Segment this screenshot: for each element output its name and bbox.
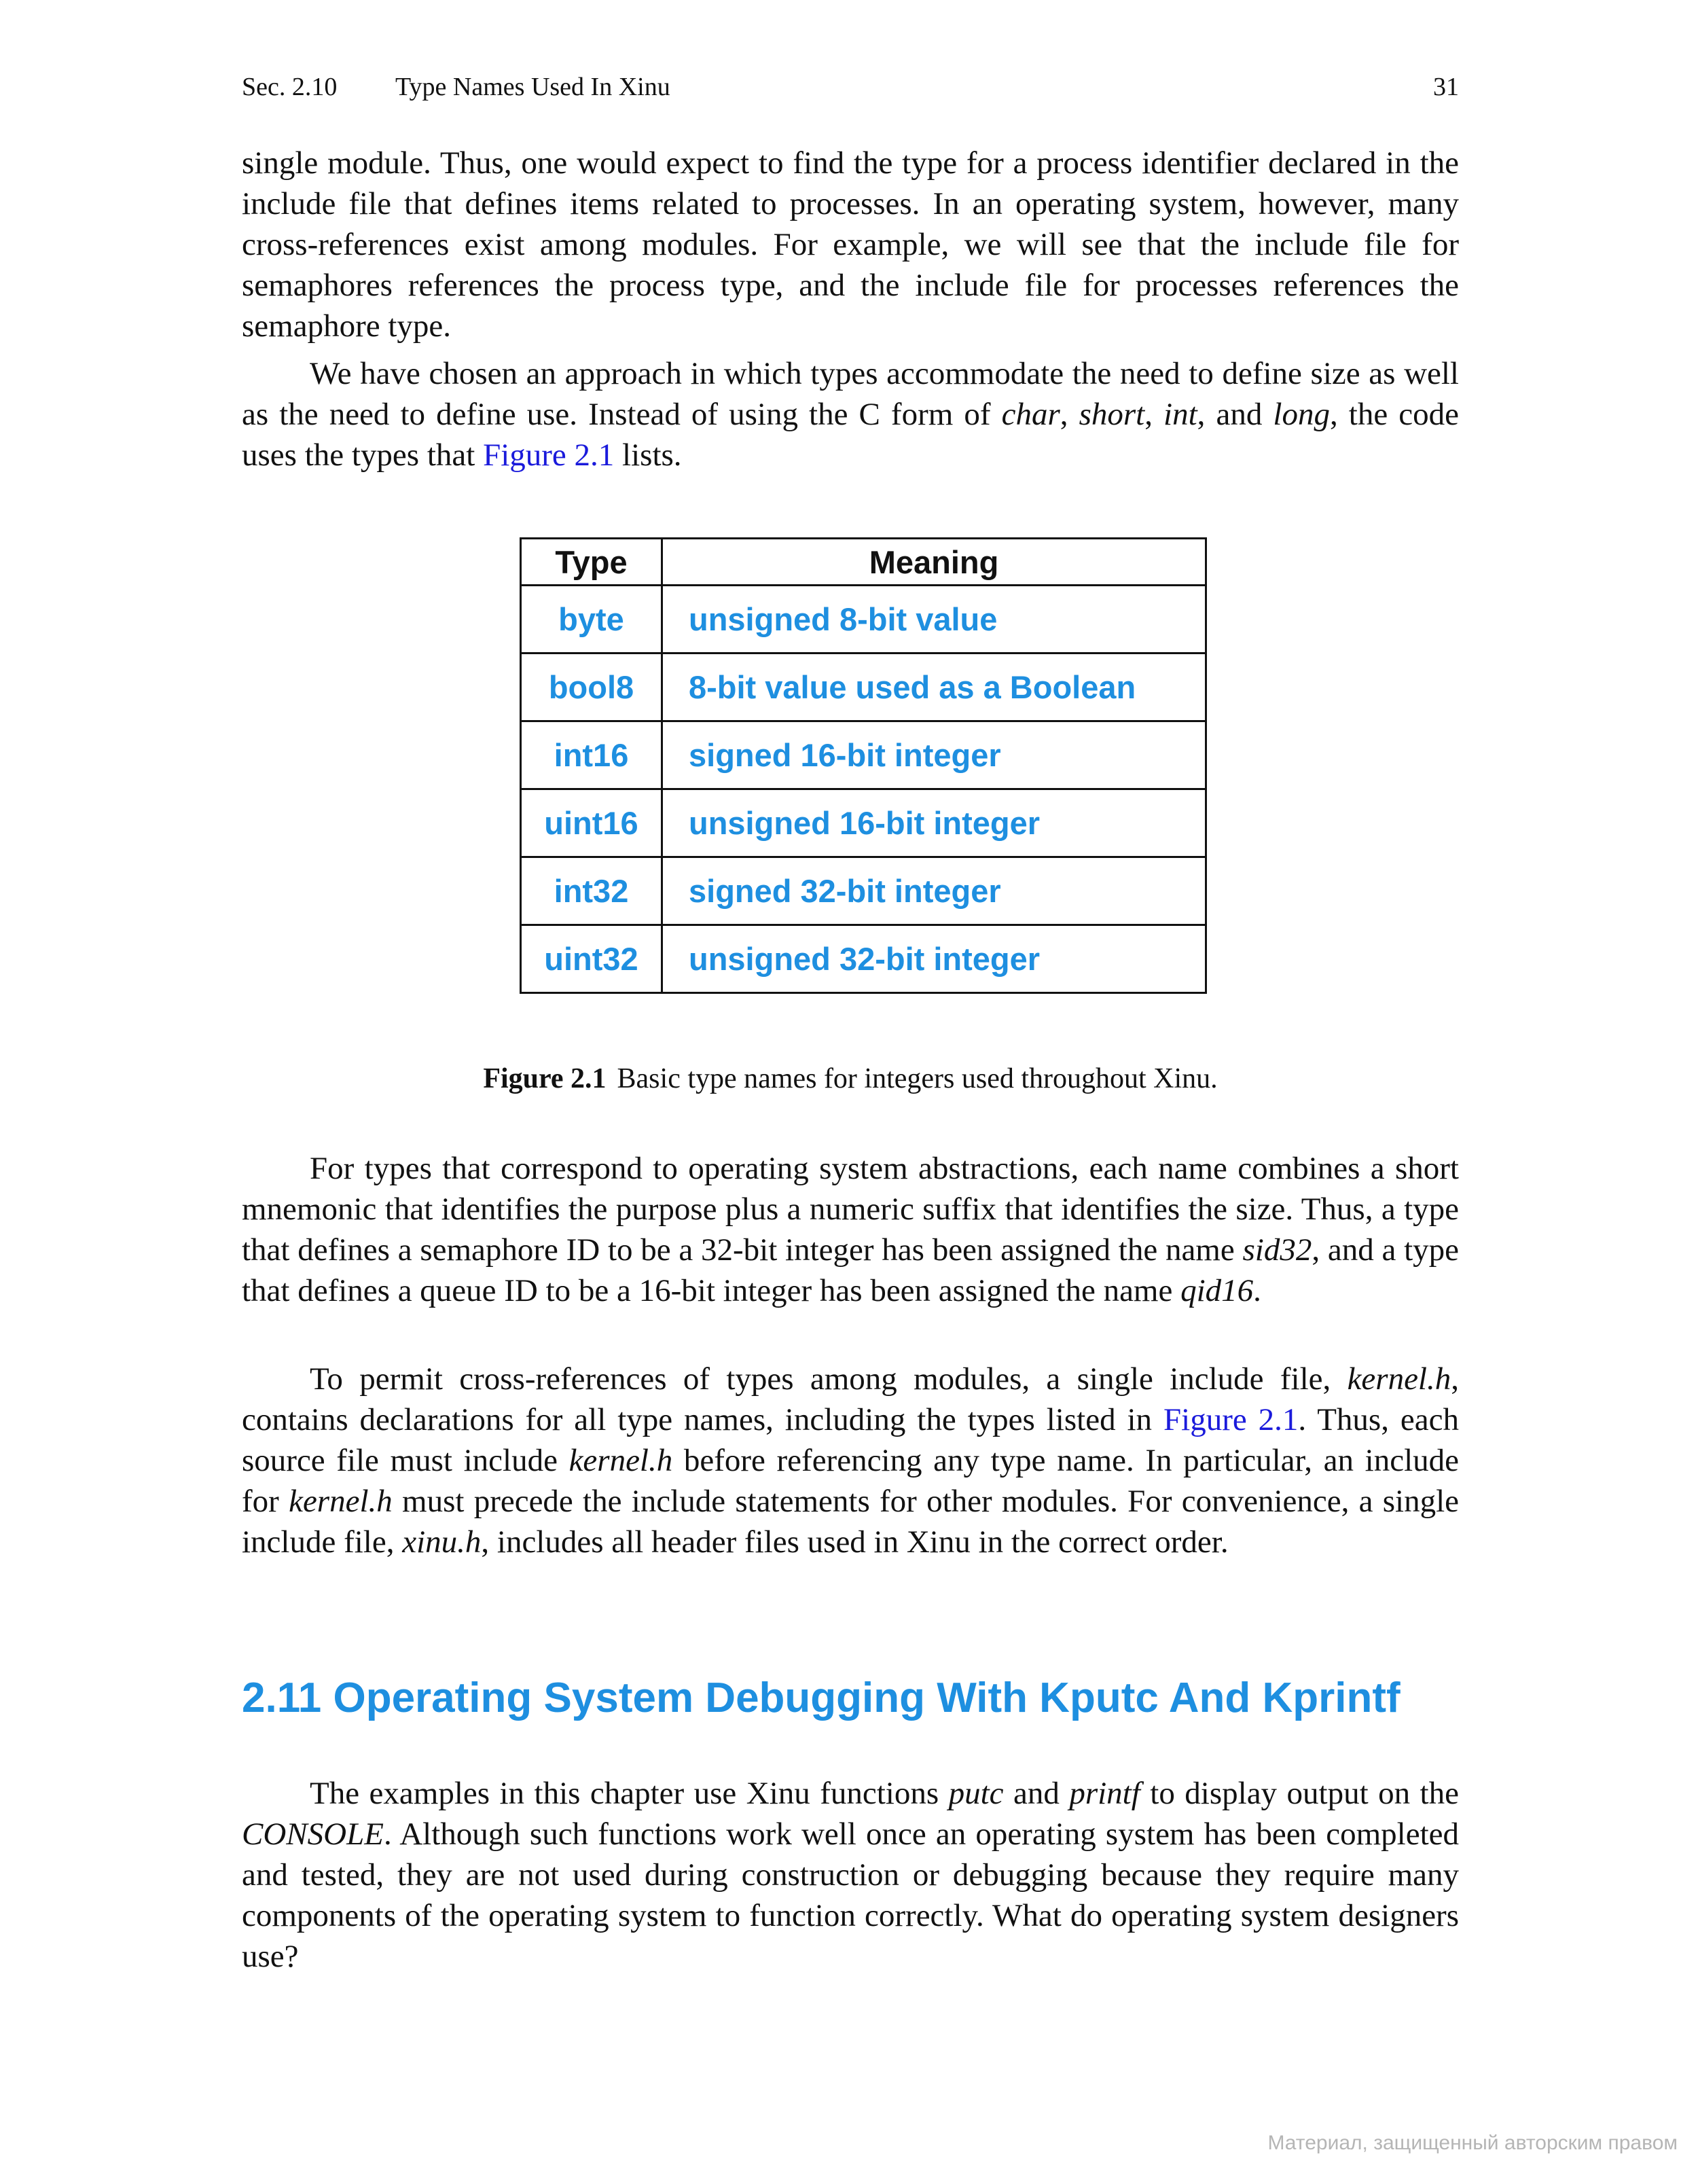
text-run: before referencing any type name. In particular, an include for [242, 1443, 1459, 1519]
text-run: We have chosen an approach in which types accommodate the need to define size as well as the need to define use. Instead of using the C form of [242, 356, 1459, 432]
meaning-cell: signed 32-bit integer [662, 857, 1206, 925]
text-run: , the code uses the types that [242, 397, 1460, 473]
copyright-watermark: Материал, защищенный авторским правом [1267, 2132, 1678, 2154]
text-run: . [1253, 1273, 1261, 1308]
text-run: , [1144, 397, 1164, 432]
table-row [521, 857, 1206, 925]
text-run: , contains declarations for all type names, including the types listed in [242, 1361, 1459, 1437]
type-cell: int32 [521, 857, 662, 925]
type-names-table [520, 537, 1207, 994]
italic-term: kernel.h [568, 1443, 673, 1478]
paragraph-5 [242, 1773, 1459, 1977]
running-title: Type Names Used In Xinu [395, 73, 670, 101]
italic-term: putc [948, 1776, 1004, 1811]
table-row [521, 654, 1206, 721]
text-run: . Thus, each source file must include [242, 1402, 1459, 1478]
section-number: Sec. 2.10 [242, 73, 338, 101]
caption-text: Basic type names for integers used throughout Xinu. [617, 1063, 1218, 1094]
column-header-type: Type [521, 539, 662, 586]
table-row [521, 721, 1206, 789]
type-cell: uint32 [521, 925, 662, 993]
paragraph-2 [242, 353, 1459, 476]
type-cell: byte [521, 586, 662, 654]
table-row [521, 925, 1206, 993]
italic-term: short [1079, 397, 1145, 432]
table-row [521, 586, 1206, 654]
paragraph-1 [242, 143, 1459, 346]
text-run: To permit cross-references of types among modules, a single include file, [310, 1361, 1348, 1397]
italic-term: printf [1069, 1776, 1140, 1811]
italic-term: long [1273, 397, 1330, 432]
meaning-cell: signed 16-bit integer [662, 721, 1206, 789]
italic-term: char [1001, 397, 1060, 432]
text-run: to display output on the [1140, 1776, 1459, 1811]
paragraph-3 [242, 1148, 1459, 1311]
italic-term: kernel.h [289, 1484, 393, 1519]
figure-link[interactable]: Figure 2.1 [483, 437, 615, 473]
italic-term: sid32 [1242, 1232, 1312, 1268]
meaning-cell: unsigned 8-bit value [662, 586, 1206, 654]
meaning-cell: unsigned 32-bit integer [662, 925, 1206, 993]
type-cell: uint16 [521, 789, 662, 857]
page-number: 31 [1433, 73, 1459, 101]
paragraph-1-text: single module. Thus, one would expect to find the type for a process identifier declared in the include file that defines items related to processes. In an operating system, however, many cross-references exist among modules. For example, we will see that the include file for semaphores references the process type, and the include file for processes references the semaphore type. [242, 145, 1459, 344]
text-run: For types that correspond to operating system abstractions, each name combines a short mnemonic that identifies the purpose plus a numeric suffix that identifies the size. Thus, a type that defines a semaphore ID to be a 32-bit integer has been assigned the name [242, 1151, 1459, 1268]
text-run: , and [1197, 397, 1274, 432]
figure-link[interactable]: Figure 2.1 [1163, 1402, 1299, 1437]
italic-term: kernel.h [1347, 1361, 1451, 1397]
figure-label: Figure 2.1 [483, 1063, 607, 1094]
column-header-meaning: Meaning [662, 539, 1206, 586]
text-run: , and a type that defines a queue ID to be a 16-bit integer has been assigned the name [242, 1232, 1459, 1308]
table-header-row [521, 539, 1206, 586]
text-run: lists. [614, 437, 682, 473]
type-cell: bool8 [521, 654, 662, 721]
italic-term: int [1163, 397, 1197, 432]
meaning-cell: 8-bit value used as a Boolean [662, 654, 1206, 721]
italic-term: qid16 [1180, 1273, 1254, 1308]
text-run: The examples in this chapter use Xinu functions [310, 1776, 949, 1811]
text-run: and [1003, 1776, 1070, 1811]
text-run: , includes all header files used in Xinu in the correct order. [481, 1524, 1229, 1560]
text-run: must precede the include statements for other modules. For convenience, a single include file, [242, 1484, 1460, 1560]
meaning-cell: unsigned 16-bit integer [662, 789, 1206, 857]
section-heading: 2.11 Operating System Debugging With Kputc And Kprintf [242, 1675, 1401, 1721]
type-cell: int16 [521, 721, 662, 789]
italic-term: CONSOLE [242, 1816, 384, 1852]
figure-caption [242, 1060, 1459, 1097]
text-run: . Although such functions work well once an operating system has been completed and tested, they are not used during construction or debugging because they require many components of the operating system to function correctly. What do operating system designers use? [242, 1816, 1459, 1974]
table-row [521, 789, 1206, 857]
paragraph-4 [242, 1359, 1459, 1562]
text-run: , [1060, 397, 1079, 432]
italic-term: xinu.h [402, 1524, 482, 1560]
